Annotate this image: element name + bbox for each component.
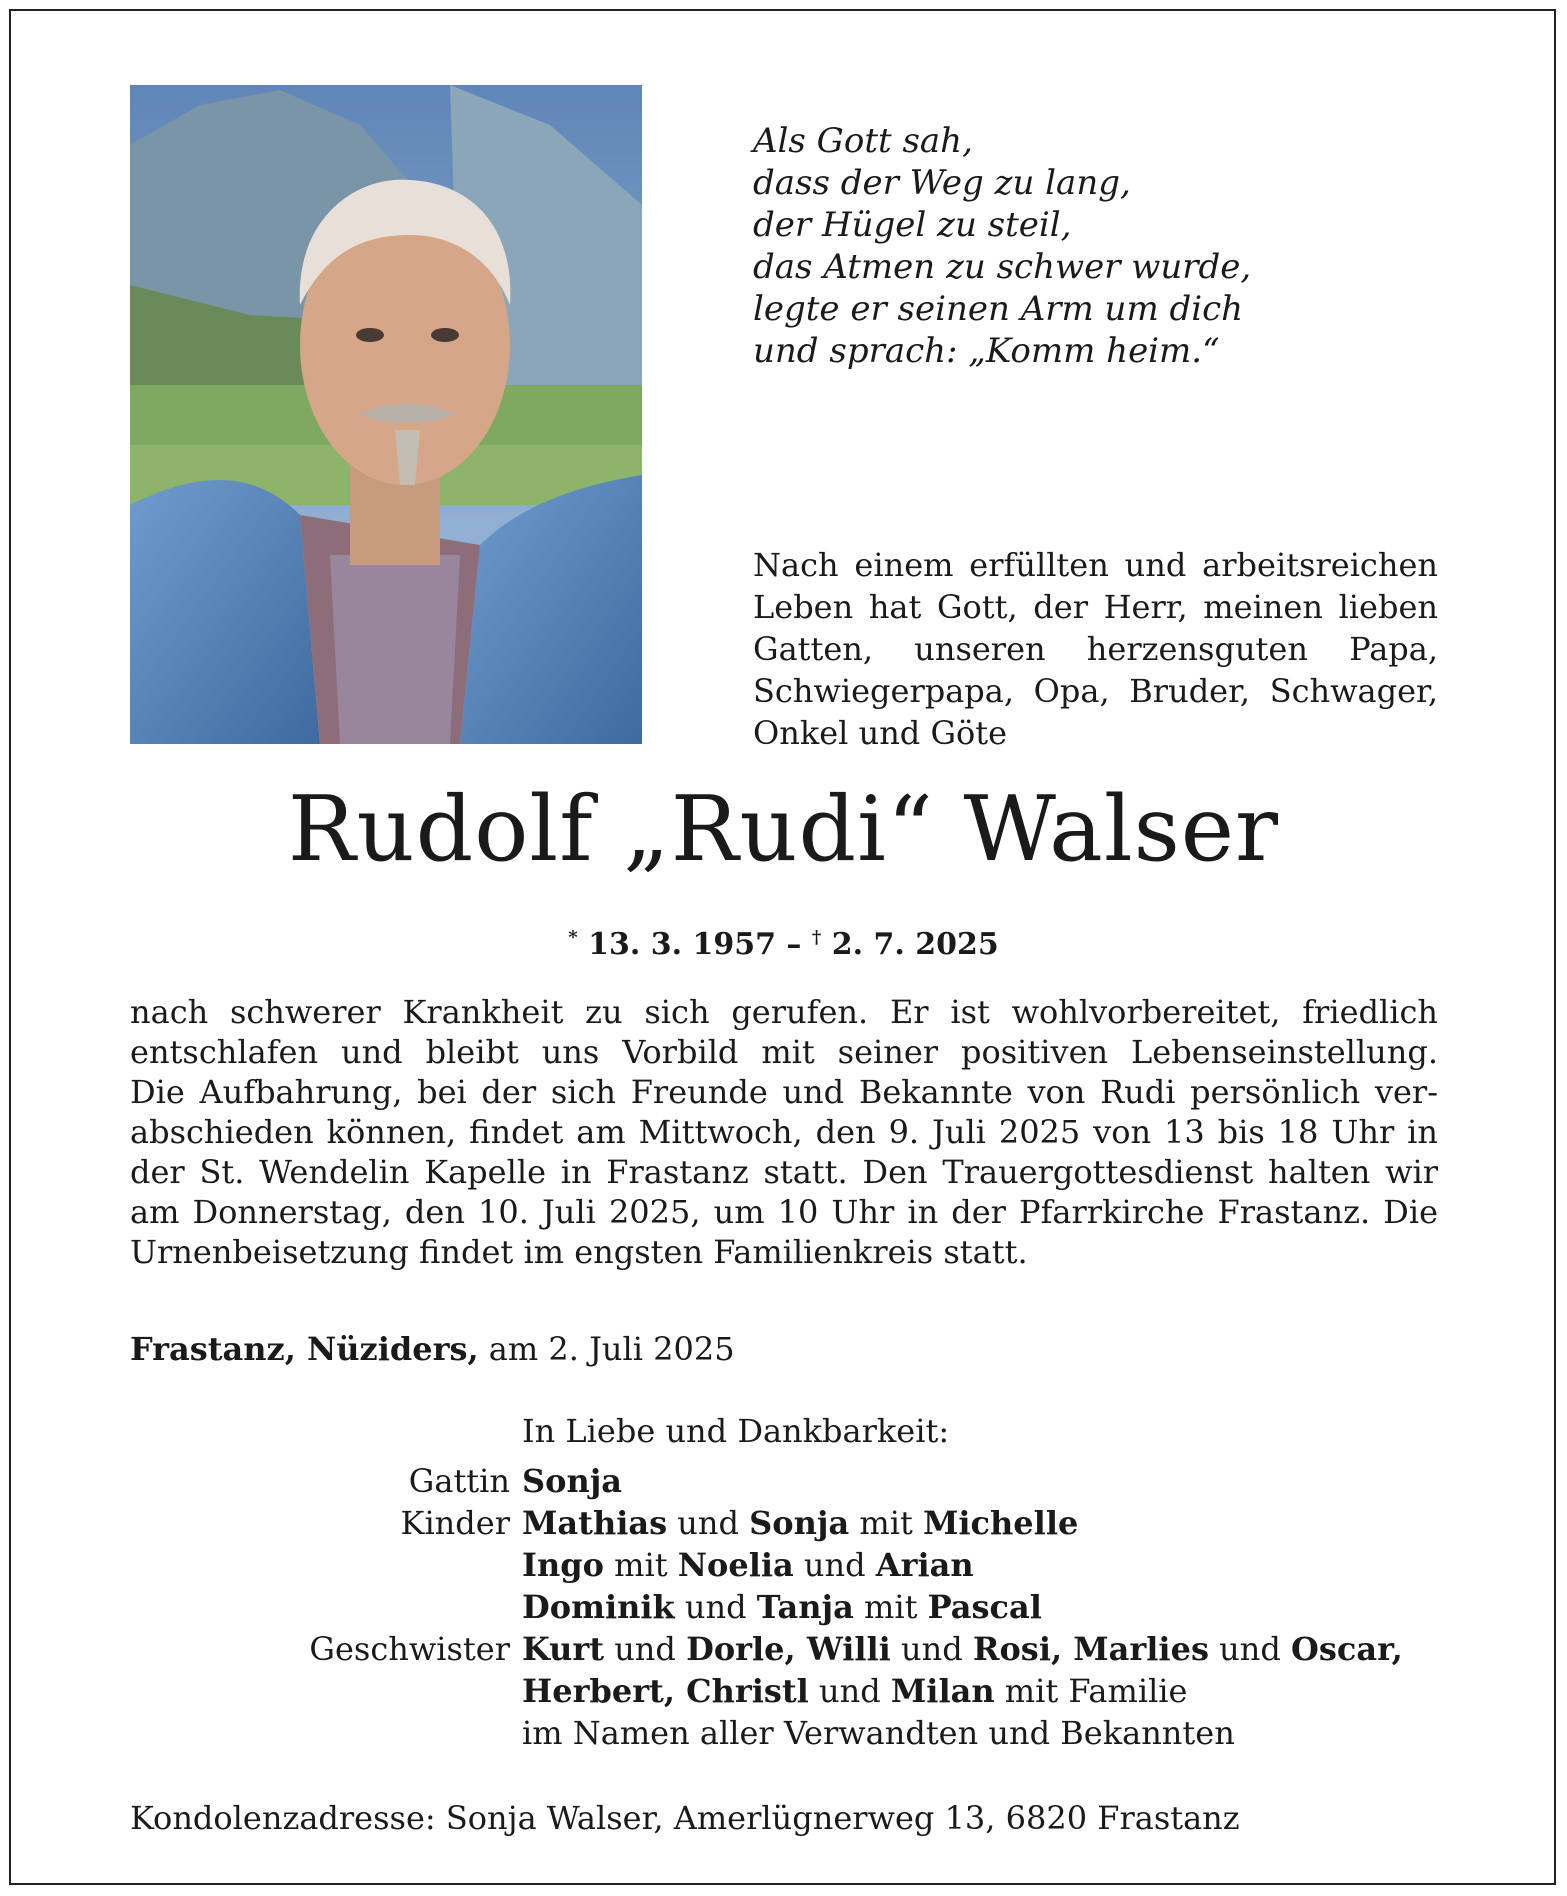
intro-line: Schwiegerpapa, Opa, Bruder, Schwager, [753,672,1438,710]
family-connector-text: mit Familie [994,1672,1188,1710]
family-connector-text: und [674,1588,757,1626]
family-row [0,1502,1567,1544]
family-relation-label: Gattin [408,1462,510,1500]
family-member-name: Sonja [749,1504,850,1542]
body-line: Die Aufbahrung, bei der sich Freunde und Bekannte von Rudi persönlich ver- [130,1073,1438,1111]
deceased-name: Rudolf „Rudi“ Walser [287,777,1280,882]
family-row [0,1712,1567,1754]
family-connector-text: und [1208,1630,1291,1668]
poem-line: legte er seinen Arm um dich [753,289,1244,329]
family-member-name: Herbert, Christl [522,1672,809,1710]
birth-symbol: * [568,927,578,948]
body-line: am Donnerstag, den 10. Juli 2025, um 10 Uhr in der Pfarrkirche Frastanz. Die [130,1193,1438,1231]
portrait-image [130,85,642,744]
family-member-name: Tanja [756,1588,854,1626]
poem [753,120,1251,372]
body-line: entschlafen und bleibt uns Vorbild mit seiner positiven Lebenseinstellung. [130,1033,1438,1071]
family-row [0,1670,1567,1712]
family-connector-text: mit [849,1504,923,1542]
family-connector-text: und [890,1630,973,1668]
family-names [522,1460,622,1502]
family-member-name: Oscar, [1291,1630,1403,1668]
notice-date: am 2. Juli 2025 [488,1330,735,1368]
family-member-name: Dominik [522,1588,675,1626]
family-member-name: Pascal [927,1588,1042,1626]
family-relation-label: Kinder [400,1504,510,1542]
place-names: Frastanz, Nüziders, [130,1330,479,1368]
intro-line: Leben hat Gott, der Herr, meinen lieben [753,588,1438,626]
family-names [522,1502,1078,1544]
intro-line: Gatten, unseren herzensguten Papa, [753,630,1438,668]
family-row [0,1460,1567,1502]
place-date-line [130,1328,735,1370]
family-names [522,1586,1042,1628]
family-row [0,1586,1567,1628]
family-list [0,1460,1567,1754]
body-line: der St. Wendelin Kapelle in Frastanz statt. Den Trauergottesdienst halten wir [130,1153,1438,1191]
body-line: abschieden können, findet am Mittwoch, den 9. Juli 2025 von 13 bis 18 Uhr in [130,1113,1438,1151]
family-connector-text: und [667,1504,750,1542]
family-member-name: Dorle, Willi [686,1630,891,1668]
family-connector-text: im Namen aller Verwandten und Bekannten [522,1714,1235,1752]
family-member-name: Sonja [522,1462,623,1500]
family-member-name: Ingo [522,1546,604,1584]
family-row [0,1544,1567,1586]
family-connector-text: und [808,1672,891,1710]
intro-text [753,544,1438,754]
family-member-name: Michelle [922,1504,1079,1542]
date-separator: – [775,927,812,962]
portrait-photo [130,85,642,744]
family-names [522,1628,1403,1670]
death-symbol: † [811,927,822,948]
poem-line: dass der Weg zu lang, [753,163,1131,203]
family-connector-text: und [604,1630,687,1668]
family-member-name: Milan [890,1672,995,1710]
family-names [522,1544,974,1586]
intro-line: Onkel und Göte [753,714,1008,752]
body-line: nach schwerer Krankheit zu sich gerufen. Er ist wohlvorbereitet, friedlich [130,993,1438,1031]
intro-line: Nach einem erfüllten und arbeitsreichen [753,546,1438,584]
family-row [0,1628,1567,1670]
family-connector-text: und [793,1546,876,1584]
family-connector-text: mit [853,1588,928,1626]
family-member-name: Mathias [522,1504,668,1542]
love-line: In Liebe und Dankbarkeit: [522,1412,950,1450]
family-member-name: Noelia [677,1546,794,1584]
family-member-name: Rosi, Marlies [972,1630,1209,1668]
body-line: Urnenbeisetzung findet im engsten Familienkreis statt. [130,1233,1028,1271]
family-connector-text: mit [603,1546,678,1584]
poem-line: Als Gott sah, [753,121,973,161]
poem-line: das Atmen zu schwer wurde, [753,247,1252,287]
family-names [522,1670,1187,1712]
poem-line: und sprach: „Komm heim.“ [753,331,1220,371]
obituary-body [130,992,1438,1272]
family-member-name: Arian [875,1546,974,1584]
family-member-name: Kurt [522,1630,605,1668]
family-names [522,1712,1235,1754]
poem-line: der Hügel zu steil, [753,205,1072,245]
birth-date: 13. 3. 1957 [588,927,776,962]
death-date: 2. 7. 2025 [831,927,999,962]
condolence-address: Kondolenzadresse: Sonja Walser, Amerlügnerweg 13, 6820 Frastanz [130,1799,1240,1837]
life-dates [0,918,1567,965]
family-relation-label: Geschwister [309,1630,510,1668]
